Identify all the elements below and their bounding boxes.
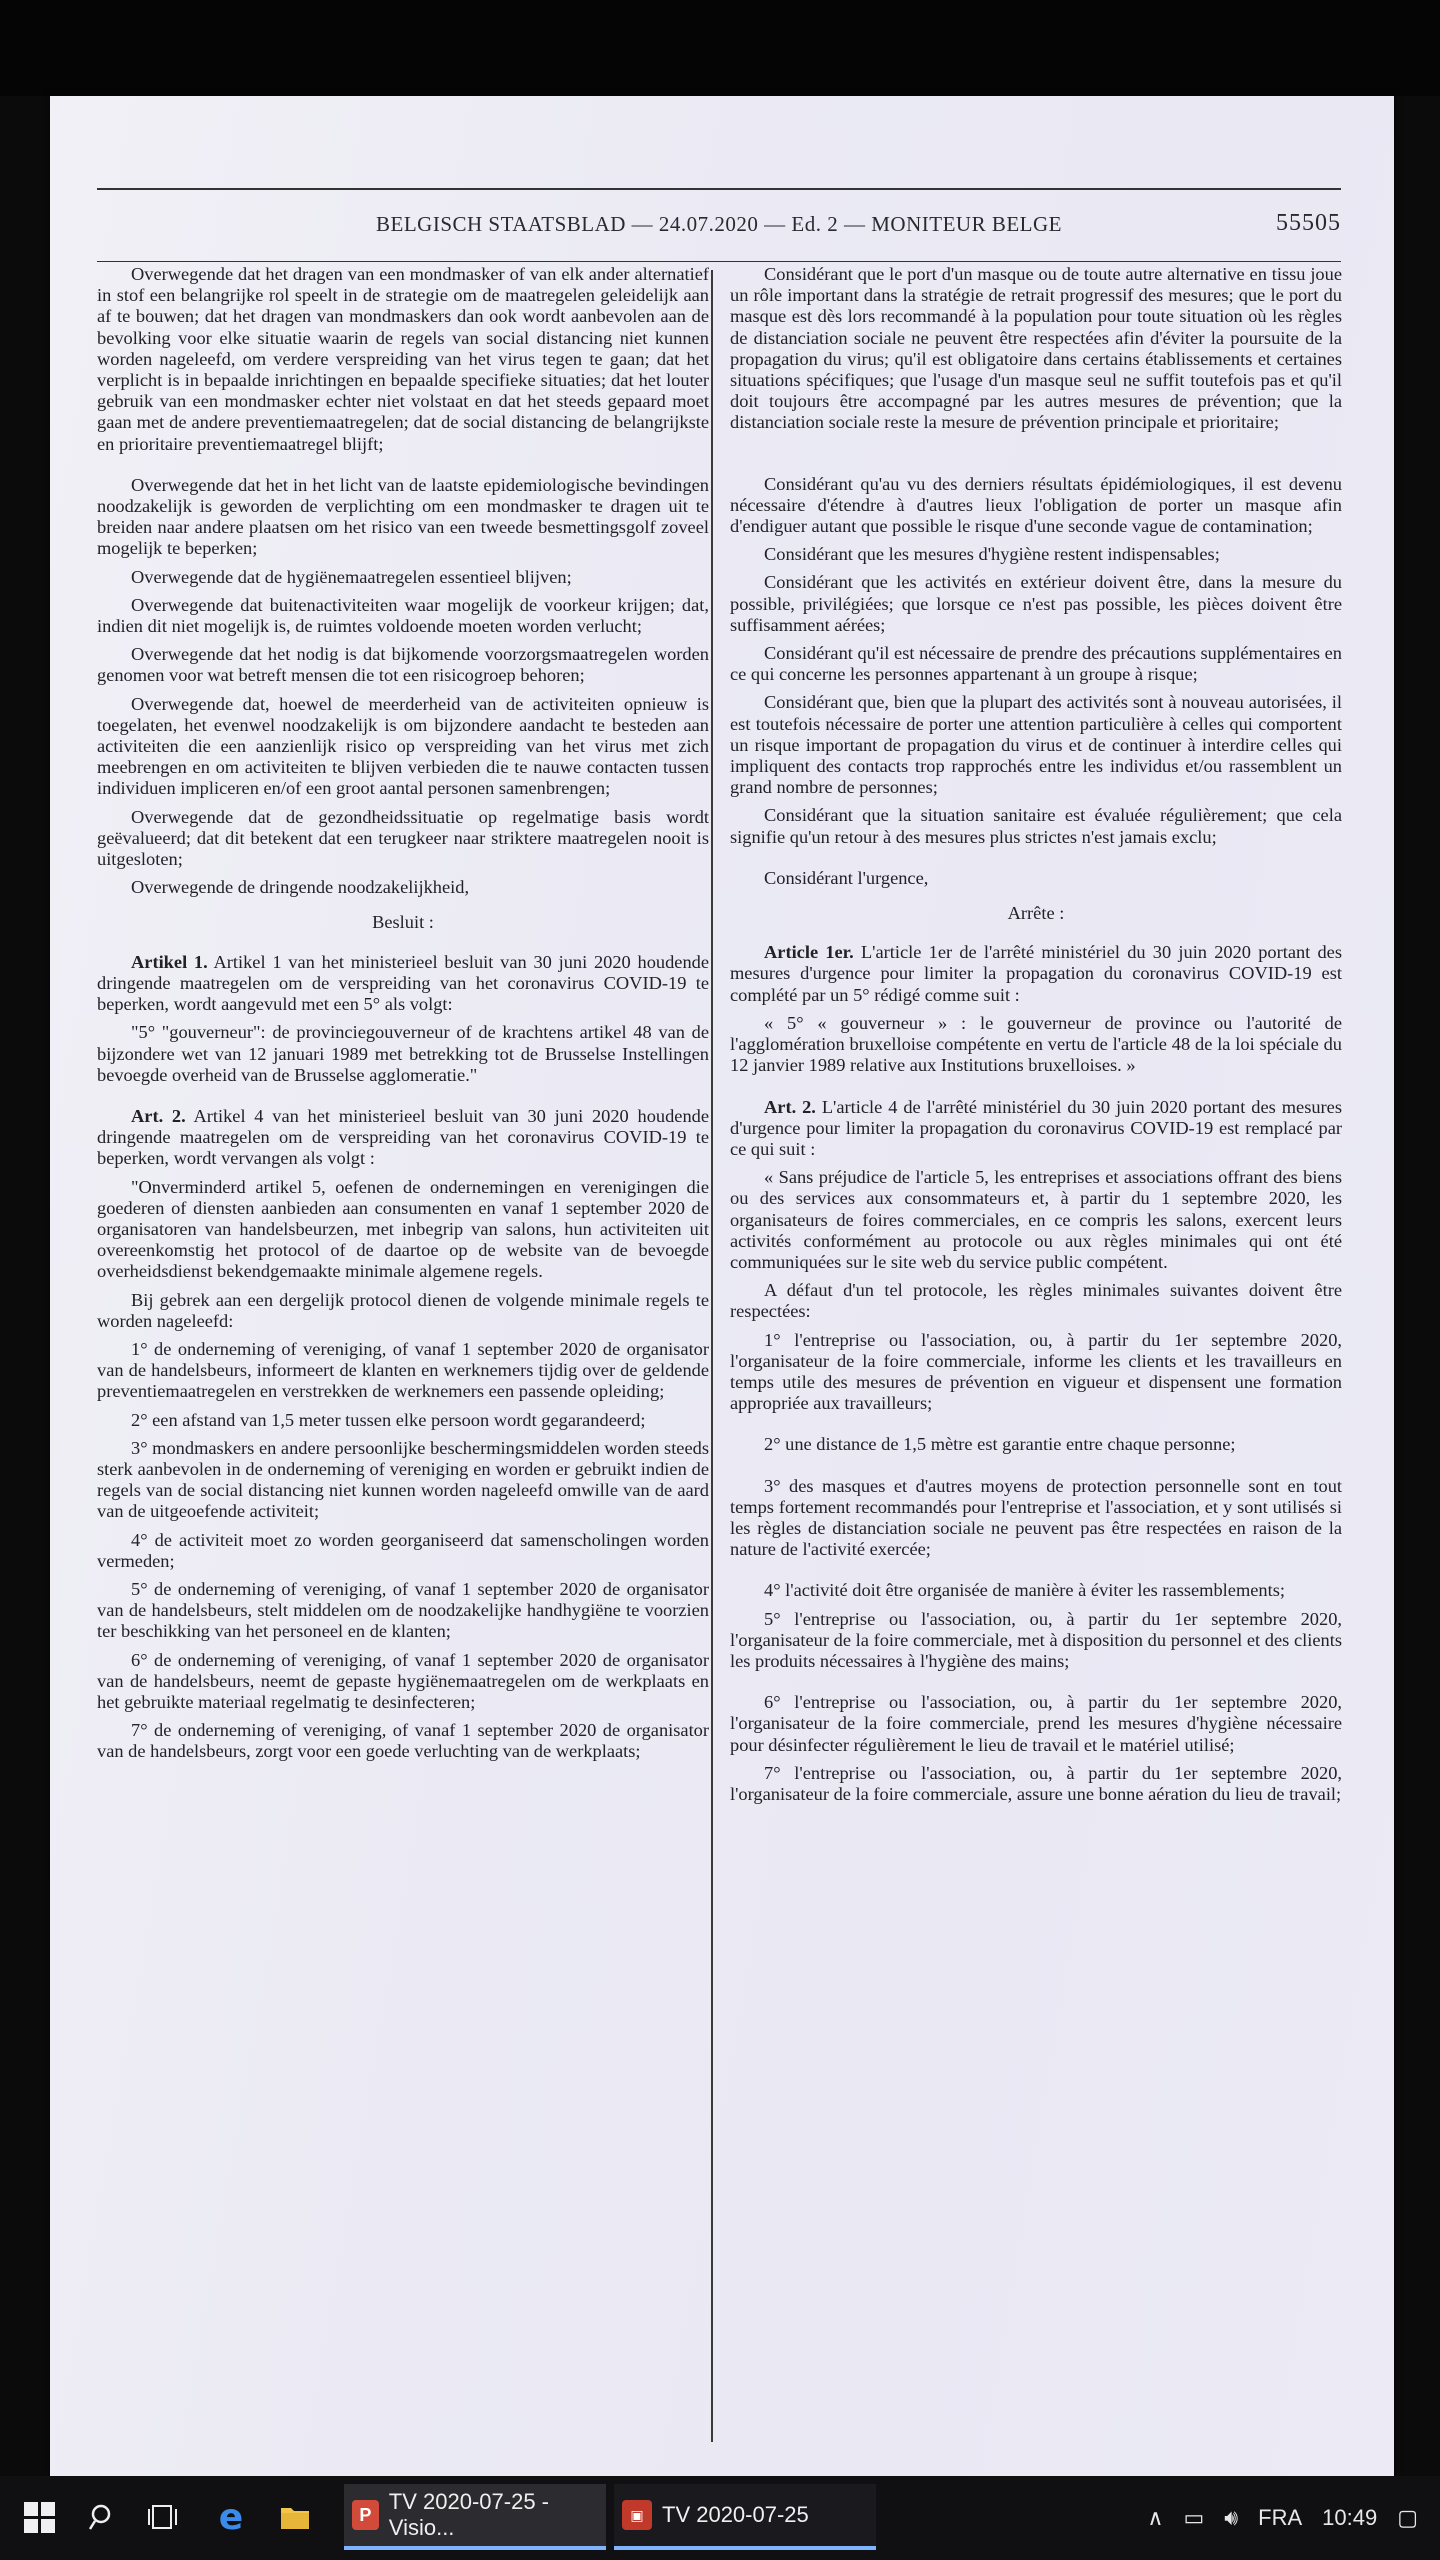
article-paragraph (730, 1097, 1342, 1161)
file-explorer-button[interactable] (272, 2494, 318, 2540)
paragraph: Overwegende dat buitenactiviteiten waar mogelijk de voorkeur krijgen; dat, indien dit niet mogelijk is, de ruimtes voldoende moeten worden verlucht; (97, 594, 709, 637)
list-item: 6° de onderneming of vereniging, of vanaf 1 september 2020 de organisator van de handelsbeurs, neemt de gepaste hygiënemaatregelen om de werkplaats en het gebruikte materiaal regelmatig te desinfecteren; (97, 1649, 709, 1712)
article-paragraph (97, 1106, 709, 1170)
paragraph: Overwegende dat de gezondheidssituatie op regelmatige basis wordt geëvalueerd; dat dit betekent dat een terugkeer naar striktere maatregelen nooit is uitgesloten; (97, 806, 709, 870)
task-view-icon (147, 2502, 179, 2532)
paragraph: Overwegende dat het nodig is dat bijkomende voorzorgsmaatregelen worden genomen voor wat betreft mensen die tot een risicogroep behoren; (97, 644, 709, 686)
article-label: Art. 2. (764, 1096, 816, 1117)
language-indicator[interactable]: FRA (1258, 2505, 1303, 2530)
document-page (50, 96, 1394, 2476)
article-paragraph (730, 942, 1342, 1006)
gazette-title: BELGISCH STAATSBLAD — 24.07.2020 — Ed. 2 — MONITEUR BELGE (376, 212, 1062, 236)
article-label: Artikel 1. (131, 951, 208, 972)
article-text: Artikel 4 van het ministerieel besluit van 30 juni 2020 houdende dringende maatregelen om de verspreiding van het coronavirus COVID-19 te beperken, wordt vervangen als volgt : (97, 1105, 709, 1169)
paragraph: Considérant qu'il est nécessaire de prendre des précautions supplémentaires en ce qui concerne les personnes appartenant à un groupe à risque; (730, 643, 1342, 685)
article-text: Artikel 1 van het ministerieel besluit van 30 juni 2020 houdende dringende maatregelen om de verspreiding van het coronavirus COVID-19 te beperken, wordt aangevuld met een 5° als volgt: (97, 951, 709, 1015)
taskbar-item-label: TV 2020-07-25 - Visio... (388, 2489, 549, 2540)
paragraph: Considérant qu'au vu des derniers résultats épidémiologiques, il est devenu nécessaire d'étendre à d'autres lieux l'obligation de porter un masque afin d'endiguer autant que possible le risque d'une seconde vague de contamination; (730, 473, 1342, 537)
paragraph: "Onverminderd artikel 5, oefenen de ondernemingen en verenigingen die goederen of diensten aanbieden aan consumenten en vanaf 1 september 2020 de organisatoren van handelsbeurzen, met inbegrip van salons, hun activiteiten uit overeenkomstig het protocol of de daartoe op de website van de bevoegde overheidsdienst bekendgemaakte minimale algemene regels. (97, 1176, 709, 1282)
article-text: L'article 4 de l'arrêté ministériel du 30 juin 2020 portant des mesures d'urgence pour limiter la propagation du coronavirus COVID-19 est remplacé par ce qui suit : (730, 1096, 1342, 1159)
list-item: 5° de onderneming of vereniging, of vanaf 1 september 2020 de organisator van de handelsbeurs, stelt middelen om de noodzakelijke handhygiëne te voorzien ter beschikking van het personeel en de klanten; (97, 1578, 709, 1642)
list-item: 6° l'entreprise ou l'association, ou, à partir du 1er septembre 2020, l'organisateur de la foire commerciale, prend les mesures d'hygiène nécessaire pour désinfecter régulièrement le lieu de travail et le matériel utilisé; (730, 1692, 1342, 1755)
list-item: 4° l'activité doit être organisée de manière à éviter les rassemblements; (764, 1580, 1285, 1601)
clock[interactable]: 10:49 (1322, 2505, 1378, 2530)
paragraph: Considérant que le port d'un masque ou de toute autre alternative en tissu joue un rôle important dans la stratégie de retrait progressif des mesures; que le port du masque est dès lors recommandé à la population pour toute situation où les règles de distanciation sociale ne peuvent être respectées afin d'éviter la poursuite de la propagation du virus; qu'il est obligatoire dans certains établissements et certaines situations spécifiques; que l'usage d'un masque seul ne suffit toutefois pas et qu'il doit toujours être accompagné par les autres mesures de prévention; que la distanciation sociale reste la mesure de prévention principale et prioritaire; (730, 264, 1342, 433)
taskbar (0, 2476, 1440, 2560)
list-item: 4° de activiteit moet zo worden georganiseerd dat samenscholingen worden vermeden; (97, 1529, 709, 1571)
search-button[interactable] (80, 2494, 126, 2540)
header-rule (97, 188, 1341, 190)
paragraph: « Sans préjudice de l'article 5, les entreprises et associations offrant des biens ou des services aux consommateurs et, à partir du 1 septembre 2020, les organisateurs de foires commerciales, en ce compris les salons, exercent leurs activités conformément au protocole ou aux règles minimales qui ont été communiquées sur le site web du service public compétent. (730, 1167, 1342, 1272)
list-item: 7° l'entreprise ou l'association, ou, à partir du 1er septembre 2020, l'organisateur de la foire commerciale, assure une bonne aération du lieu de travail; (730, 1762, 1342, 1804)
paragraph: Overwegende dat het dragen van een mondmasker of van elk ander alternatief in stof een belangrijke rol speelt in de strategie om de maatregelen geleidelijk aan af te bouwen; dat het dragen van mondmaskers dan ook wordt aanbevolen aan de bevolking voor elke situatie waarin de regels van social distancing niet kunnen worden nageleefd, om verdere verspreiding van het virus tegen te gaan; dat het verplicht is in bepaalde inrichtingen en bepaalde specifieke situaties; dat het louter gebruik van een mondmasker echter niet volstaat en dat het steeds gepaard moet gaan met de andere preventiemaatregelen; dat de social distancing de belangrijkste en prioritaire preventiemaatregel blijft; (97, 264, 709, 454)
paragraph: Overwegende dat, hoewel de meerderheid van de activiteiten opnieuw is toegelaten, het evenwel noodzakelijk is om bijzondere aandacht te besteden aan activiteiten die een aanzienlijk risico op verspreiding van het virus met zich meebrengen en om activiteiten te blijven verbieden die te nauwe contacten tussen individuen impliceren en/of een groot aantal personen samenbrengen; (97, 693, 709, 799)
column-divider (711, 270, 713, 2442)
list-item: 2° een afstand van 1,5 meter tussen elke persoon wordt gegarandeerd; (131, 1409, 646, 1430)
edge-button[interactable] (208, 2494, 254, 2540)
volume-icon[interactable]: 🔊︎ (1224, 2505, 1239, 2530)
paragraph: Overwegende dat de hygiënemaatregelen essentieel blijven; (131, 566, 572, 587)
edge-browser-icon: e (218, 2496, 244, 2538)
paragraph: Considérant que les mesures d'hygiène restent indispensables; (764, 544, 1220, 565)
paragraph: Considérant l'urgence, (764, 867, 929, 888)
paragraph: Overwegende dat het in het licht van de laatste epidemiologische bevindingen noodzakelijk is geworden de verplichting om een mondmasker te dragen uit te breiden naar andere plaatsen om het risico van een tweede besmettingsgolf zoveel mogelijk te beperken; (97, 474, 709, 559)
article-text: L'article 1er de l'arrêté ministériel du 30 juin 2020 portant des mesures d'urgence pour limiter la propagation du coronavirus COVID-19 est complété par un 5° rédigé comme suit : (730, 942, 1342, 1005)
article-label: Art. 2. (131, 1105, 186, 1126)
paragraph: « 5° « gouverneur » : le gouverneur de province ou l'autorité de l'agglomération bruxelloise compétente en vertu de l'article 48 de la loi spéciale du 12 janvier 1989 relative aux Institutions bruxelloises. » (730, 1012, 1342, 1076)
paragraph: Considérant que les activités en extérieur doivent être, dans la mesure du possible, privilégiées; que lorsque ce n'est pas possible, les pièces doivent être suffisamment aérées; (730, 572, 1342, 635)
system-tray (1137, 2476, 1440, 2560)
paragraph: "5° "gouverneur": de provinciegouverneur of de krachtens artikel 48 van de bijzondere wet van 12 januari 1989 met betrekking tot de Brusselse Instellingen bevoegde overheid van de Brusselse agglomeratie." (97, 1022, 709, 1085)
paragraph: Considérant que la situation sanitaire est évaluée régulièrement; que cela signifie qu'un retour à des mesures plus strictes n'est jamais exclu; (730, 805, 1342, 847)
notification-icon[interactable]: ▢ (1397, 2505, 1418, 2530)
network-icon[interactable]: ▭ (1183, 2505, 1205, 2530)
dutch-column (97, 264, 709, 2444)
page-header (97, 204, 1341, 244)
task-view-button[interactable] (140, 2494, 186, 2540)
list-item: 3° des masques et d'autres moyens de protection personnelle sont en tout temps fortement recommandés pour l'entreprise et l'association, et y sont utilisés si les règles de distanciation sociale ne peuvent pas être respectées en raison de la nature de l'activité exercée; (730, 1475, 1342, 1560)
french-column (730, 264, 1342, 2444)
page-number: 55505 (1276, 210, 1341, 236)
decree-heading: Arrête : (1007, 903, 1065, 924)
paragraph: Considérant que, bien que la plupart des activités sont à nouveau autorisées, il est toutefois nécessaire de porter une attention particulière à celles qui comportent un risque important de propagation du virus et de continuer à interdire celles qui impliquent des contacts trop rapprochés entre les individus et/ou rassemblent un grand nombre de personnes; (730, 692, 1342, 798)
list-item: 3° mondmaskers en andere persoonlijke beschermingsmiddelen worden steeds sterk aanbevolen in de onderneming of vereniging en worden er gebruikt indien de regels van de social distancing niet kunnen worden nageleefd omwille van de aard van de uitgeoefende activiteit; (97, 1437, 709, 1522)
list-item: 2° une distance de 1,5 mètre est garantie entre chaque personne; (764, 1434, 1236, 1455)
list-item: 1° de onderneming of vereniging, of vanaf 1 september 2020 de organisator van de handelsbeurs, informeert de klanten en werknemers tijdig over de geldende preventiemaatregelen en verstrekken de werknemers een passende opleiding; (97, 1338, 709, 1402)
search-icon (88, 2502, 118, 2532)
paragraph: Overwegende de dringende noodzakelijkheid, (131, 877, 470, 898)
screen-bezel (0, 0, 1440, 96)
windows-logo-icon (24, 2502, 55, 2533)
paragraph: A défaut d'un tel protocole, les règles minimales suivantes doivent être respectées: (730, 1280, 1342, 1322)
article-paragraph (97, 952, 709, 1016)
start-button[interactable] (16, 2494, 62, 2540)
list-item: 5° l'entreprise ou l'association, ou, à partir du 1er septembre 2020, l'organisateur de la foire commerciale, met à disposition du personnel et des clients les produits nécessaires à l'hygiène des mains; (730, 1608, 1342, 1671)
decree-heading: Besluit : (372, 912, 434, 933)
list-item: 1° l'entreprise ou l'association, ou, à partir du 1er septembre 2020, l'organisateur de la foire commerciale, informe les clients et les travailleurs en temps utile des mesures de prévention en vigueur et dispensent une formation appropriée aux travailleurs; (730, 1329, 1342, 1414)
list-item: 7° de onderneming of vereniging, of vanaf 1 september 2020 de organisator van de handelsbeurs, zorgt voor een goede verluchting van de werkplaats; (97, 1720, 709, 1762)
app-icon: P (352, 2500, 379, 2530)
article-label: Article 1er. (764, 942, 854, 963)
taskbar-item-document[interactable] (614, 2484, 876, 2550)
folder-icon (280, 2504, 310, 2530)
paragraph: Bij gebrek aan een dergelijk protocol dienen de volgende minimale regels te worden nageleefd: (97, 1289, 709, 1331)
taskbar-item-label: TV 2020-07-25 (662, 2502, 809, 2527)
taskbar-item-visio[interactable] (344, 2484, 606, 2550)
header-underline (97, 261, 1341, 262)
chevron-up-icon[interactable]: ∧ (1147, 2505, 1164, 2530)
app-icon: ▣ (622, 2500, 652, 2530)
